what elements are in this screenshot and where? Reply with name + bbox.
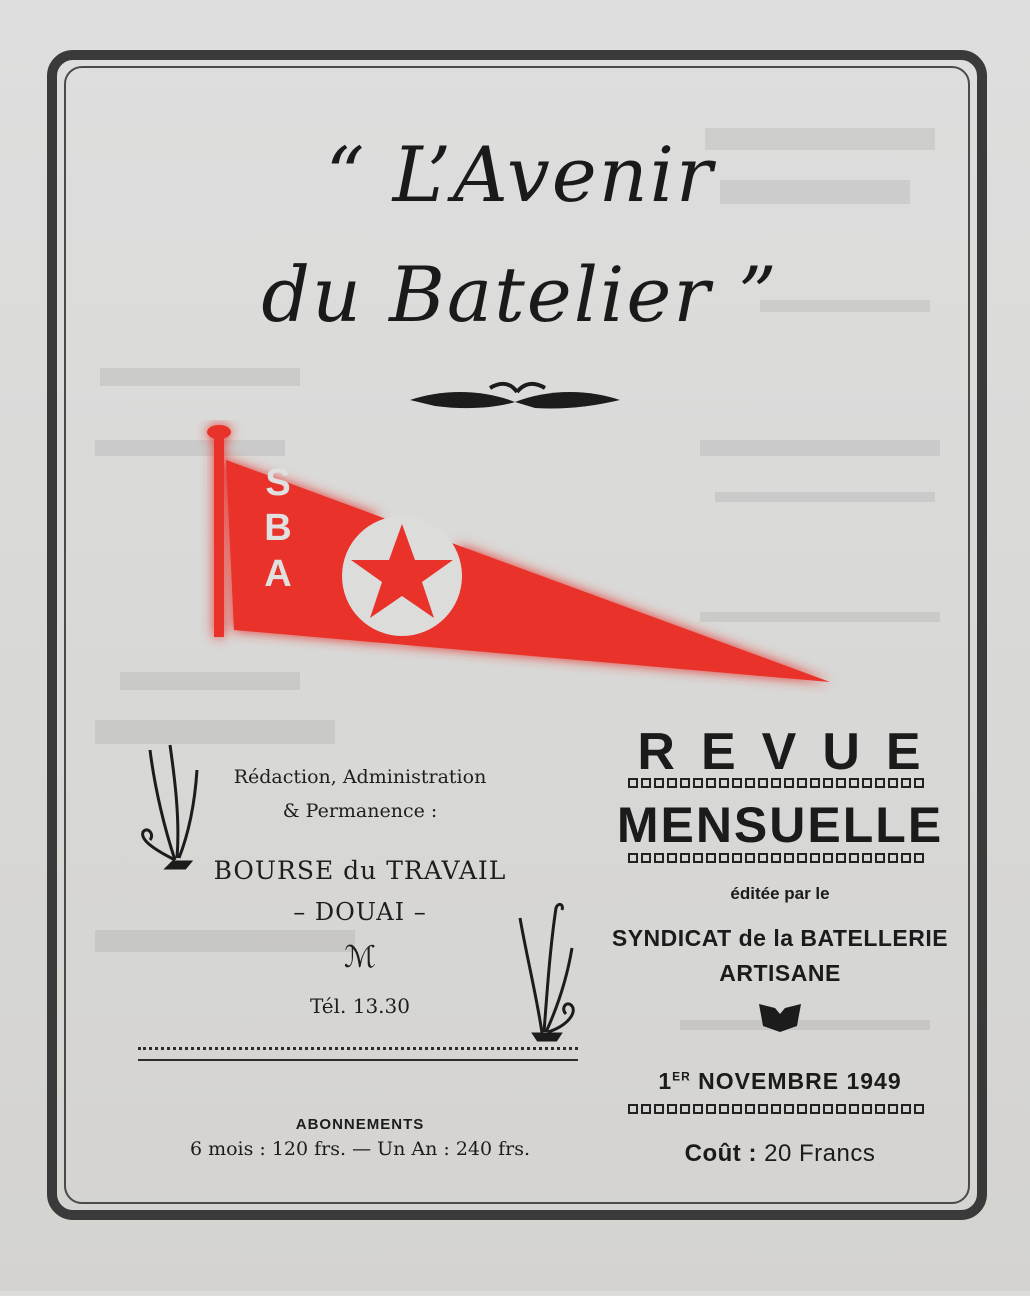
flag-pole-knob [207,425,231,439]
flourish-left [410,392,515,408]
square-border-row [628,853,924,863]
editee-par-le: éditée par le [730,884,830,903]
sba-pennant-flag [190,420,840,700]
telephone-number: Tél. 13.30 [310,994,410,1018]
date-ordinal: 1 [658,1068,673,1094]
flag-letter-b: B [264,507,292,549]
square-border-row [628,778,924,788]
bourse-du-travail: BOURSE du TRAVAIL [213,856,507,885]
monogram: ℳ [343,940,377,975]
douai-city: – DOUAI – [293,898,427,926]
mensuelle-heading: MENSUELLE [616,797,944,853]
revue-heading: REVUE [637,723,947,781]
dotted-divider [138,1047,578,1061]
cout-value: 20 Francs [764,1140,876,1167]
artisane: ARTISANE [719,960,841,986]
flourish-right [515,392,620,409]
abonnements-prices: 6 mois : 120 frs. — Un An : 240 frs. [189,1138,531,1160]
price [610,1140,950,1168]
flag-body [226,460,830,682]
ornament-flourish [405,378,625,418]
heart-ornament [757,1000,803,1034]
flag-letter-a: A [264,553,292,595]
syndicat-name: SYNDICAT de la BATELLERIE [611,925,949,951]
masthead-title-line1: “ L’Avenir [325,130,715,219]
masthead-title-line2: du Batelier ” [261,250,779,339]
flag-pole [214,432,224,637]
square-border-row [628,1104,924,1114]
issue-date [610,1068,950,1095]
date-month-year: NOVEMBRE 1949 [690,1068,902,1094]
redaction-line2: & Permanence : [282,800,438,822]
abonnements-heading: ABONNEMENTS [295,1116,425,1133]
cout-label: Coût : [684,1140,757,1167]
flourish-top [490,384,545,392]
flag-letter-s: S [265,462,291,504]
date-superscript: ER [672,1069,691,1084]
redaction-address-block [170,760,550,828]
redaction-line1: Rédaction, Administration [233,766,487,788]
